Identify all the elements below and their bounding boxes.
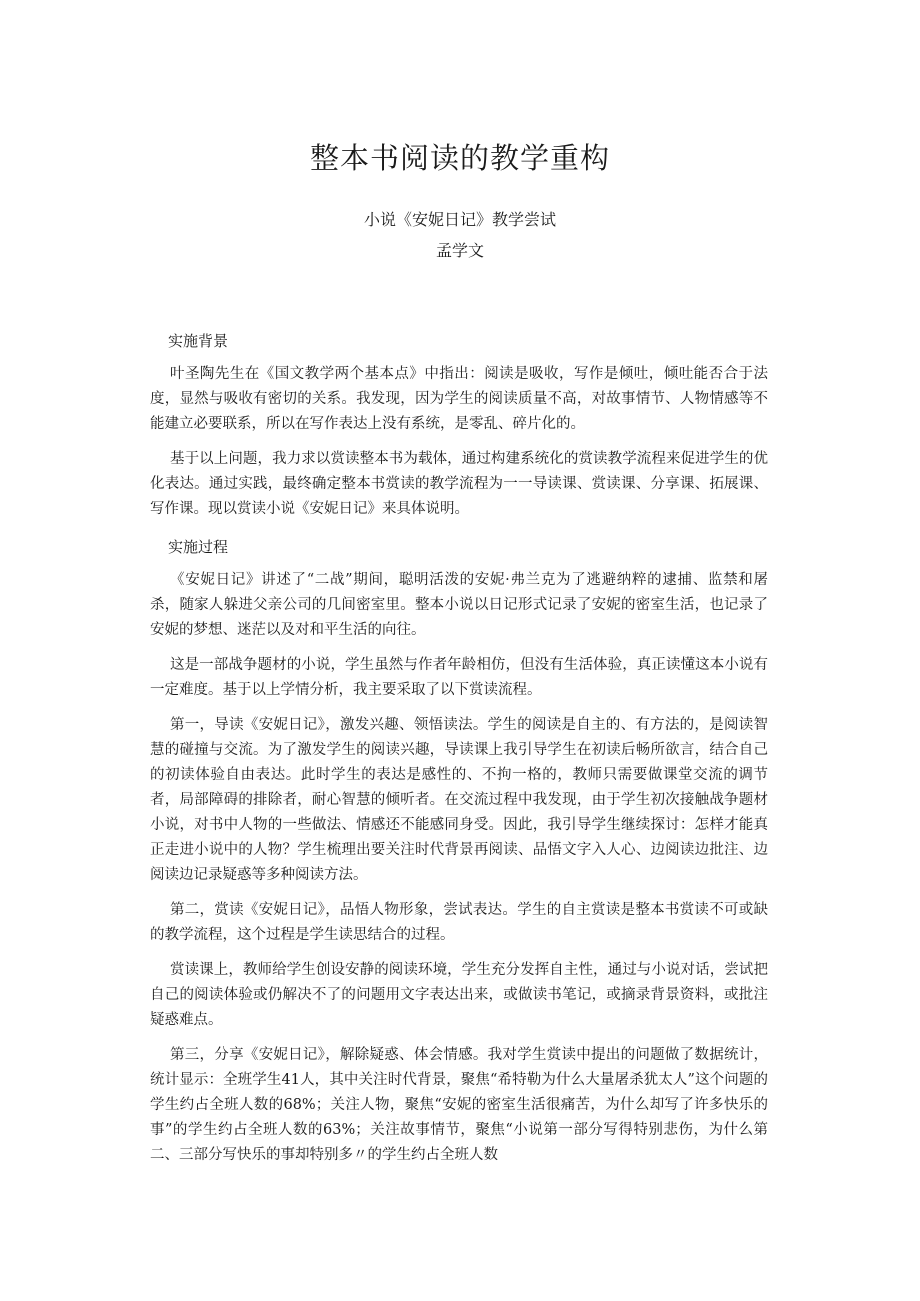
document-subtitle: 小说《安妮日记》教学尝试 — [363, 210, 556, 229]
section-heading-background: 实施背景 — [168, 332, 229, 350]
document-body — [150, 330, 768, 1178]
paragraph: 赏读课上，教师给学生创设安静的阅读环境，学生充分发挥自主性，通过与小说对话，尝试把自己的阅读体验或仍解决不了的问题用文字表达出来，或做读书笔记，或摘录背景资料，或批注疑惑难点。 — [150, 962, 768, 1028]
paragraph: 第三，分享《安妮日记》，解除疑惑、体会情感。我对学生赏读中提出的问题做了数据统计，统计显示：全班学生41人，其中关注时代背景，聚焦“希特勒为什么大量屠杀犹太人”这个问题的学生约占全班人数的68%；关注人物，聚焦“安妮的密室生活很痛苦，为什么却写了许多快乐的事”的学生约占全班人数的63%；关注故事情节，聚焦“小说第一部分写得特别悲伤，为什么第二、三部分写快乐的事却特别多〃的学生约占全班人数 — [150, 1047, 768, 1163]
paragraph: 这是一部战争题材的小说，学生虽然与作者年龄相仿，但没有生活体验，真正读懂这本小说有一定难度。基于以上学情分析，我主要采取了以下赏读流程。 — [150, 657, 768, 698]
paragraph: 基于以上问题，我力求以赏读整本书为载体，通过构建系统化的赏读教学流程来促进学生的优化表达。通过实践，最终确定整本书赏读的教学流程为一一导读课、赏读课、分享课、拓展课、写作课。现以赏读小说《安妮日记》来具体说明。 — [150, 451, 768, 517]
paragraph: 第二，赏读《安妮日记》，品悟人物形象，尝试表达。学生的自主赏读是整本书赏读不可或缺的教学流程，这个过程是学生读思结合的过程。 — [150, 902, 768, 943]
section-heading-process: 实施过程 — [168, 538, 229, 556]
document-author: 孟学文 — [435, 241, 484, 260]
paragraph: 《安妮日记》讲述了“二战”期间，聪明活泼的安妮·弗兰克为了逃避纳粹的逮捕、监禁和屠杀，随家人躲进父亲公司的几间密室里。整本小说以日记形式记录了安妮的密室生活，也记录了安妮的梦想、迷茫以及对和平生活的向往。 — [150, 572, 768, 638]
paragraph: 第一，导读《安妮日记》，激发兴趣、领悟读法。学生的阅读是自主的、有方法的，是阅读智慧的碰撞与交流。为了激发学生的阅读兴趣，导读课上我引导学生在初读后畅所欲言，结合自己的初读体验自由表达。此时学生的表达是感性的、不拘一格的，教师只需要做课堂交流的调节者，局部障碍的排除者，耐心智慧的倾听者。在交流过程中我发现，由于学生初次接触战争题材小说，对书中人物的一些做法、情感还不能感同身受。因此，我引导学生继续探讨：怎样才能真正走进小说中的人物？学生梳理出要关注时代背景再阅读、品悟文字入人心、边阅读边批注、边阅读边记录疑惑等多种阅读方法。 — [150, 717, 768, 883]
paragraph: 叶圣陶先生在《国文教学两个基本点》中指出：阅读是吸收，写作是倾吐，倾吐能否合于法度，显然与吸收有密切的关系。我发现，因为学生的阅读质量不高，对故事情节、人物情感等不能建立必要联系，所以在写作表达上没有系统，是零乱、碎片化的。 — [150, 366, 768, 432]
document-title: 整本书阅读的教学重构 — [309, 141, 610, 175]
